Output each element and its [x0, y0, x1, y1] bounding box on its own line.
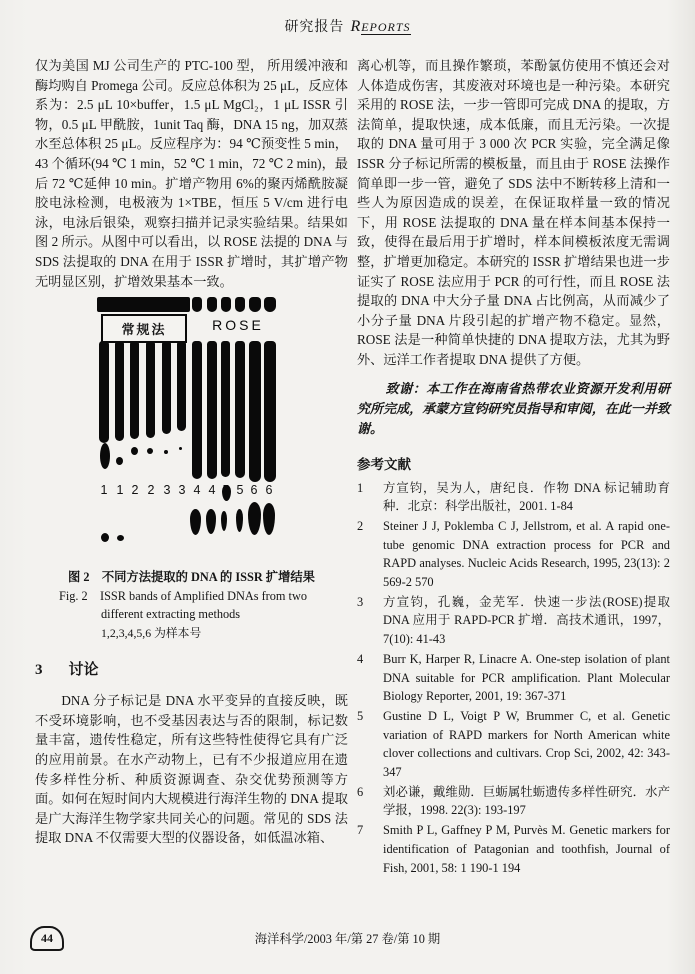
references-heading: 参考文献 — [357, 456, 411, 472]
header-title-zh: 研究报告 — [284, 20, 345, 35]
gel-band — [235, 297, 245, 312]
gel-band — [235, 341, 245, 478]
gel-band — [192, 297, 202, 312]
gel-band — [162, 341, 171, 434]
page-number-badge: 44 — [30, 926, 64, 951]
gel-band — [116, 457, 123, 465]
gel-band — [131, 447, 138, 455]
figure-caption — [35, 568, 348, 642]
gel-lane-number: 1 — [116, 483, 124, 498]
reference-item: 5 Gustine D L, Voigt P W, Brummer C, et al. Genetic variation of RAPD markers for North American white clover collections and cultivars. Crop Sci, 2002, 42: 343-347 — [357, 708, 670, 780]
right-column — [357, 56, 670, 878]
gel-well-bar — [97, 297, 190, 312]
gel-band — [117, 535, 124, 541]
gel-band — [236, 509, 243, 532]
section-heading-discussion — [35, 658, 348, 679]
page-footer — [0, 924, 695, 958]
figure-caption-zh: 图 2 不同方法提取的 DNA 的 ISSR 扩增结果 — [68, 570, 315, 585]
gel-image — [97, 297, 287, 560]
gel-band — [190, 509, 201, 535]
gel-group-label-rose: ROSE — [212, 317, 264, 334]
page-header — [0, 16, 695, 36]
gel-band — [248, 502, 261, 535]
section-title: 讨论 — [68, 662, 99, 679]
gel-lane-number: 6 — [265, 483, 273, 498]
gel-band — [99, 341, 109, 443]
gel-lane-number: 5 — [236, 483, 244, 498]
journal-line: 海洋科学/2003 年/第 27 卷/第 10 期 — [254, 932, 441, 946]
gel-group-label-conventional: 常规法 — [101, 314, 187, 343]
gel-band — [130, 341, 139, 439]
acknowledgement: 致谢：本工作在海南省热带农业资源开发利用研究所完成，承蒙方宣钧研究员指导和审阅，在此一并致谢。 — [357, 380, 670, 436]
gel-lane-number: 3 — [178, 483, 186, 498]
reference-item: 7 Smith P L, Gaffney P M, Purvès M. Genetic markers for identification of Patagonian and toothfish, Journal of Fish, 2001, 58: 1 190-1 194 — [357, 823, 670, 875]
gel-lane-number: 1 — [100, 483, 108, 498]
header-title-en-initial: R — [350, 18, 362, 35]
gel-lane-number: 2 — [131, 483, 139, 498]
figure-caption-en: Fig. 2 ISSR bands of Amplified DNAs from two different extracting methods — [59, 588, 307, 622]
gel-band — [249, 297, 261, 312]
gel-band — [263, 503, 275, 535]
gel-band — [179, 447, 182, 450]
gel-band — [221, 341, 230, 477]
reference-item: 2 Steiner J J, Poklemba C J, Jellstrom, et al. A rapid one-tube genomic DNA extraction process for PCR and RAPD analyses. Nucleic Acids Research, 1995, 23(13): 2 569-2 570 — [357, 518, 670, 590]
gel-band — [264, 297, 276, 312]
header-title-en-rest: EPORTS — [361, 20, 411, 34]
gel-band — [164, 450, 168, 454]
gel-band — [221, 297, 231, 312]
reference-item: 3 方宣钧，孔巍，金芜军．快速一步法(ROSE)提取 DNA 应用于 RAPD-PCR 扩增．高技术通讯，1997，7(10): 41-43 — [357, 594, 670, 647]
gel-band — [146, 341, 155, 438]
gel-band — [177, 341, 186, 431]
reference-item: 4 Burr K, Harper R, Linacre A. One-step isolation of plant DNA suitable for PCR amplification. Plant Molecular Biology Reporter, 2001, 19: 367-371 — [357, 651, 670, 704]
gel-band — [147, 448, 153, 454]
gel-lane-numbers — [97, 483, 287, 499]
right-paragraph-discussion: 离心机等，而且操作繁琐，苯酚氯仿使用不慎还会对人体造成伤害，其废液对环境也是一种污染。本研究采用的 ROSE 法，一步一管即可完成 DNA 的提取，方法简单，提取快速，成本低廉，而且无污染。一次提取的 DNA 量可用于 3 000 次 PCR 实验，完全满足像 ISSR 分子标记所需的模板量，而且由于 ROSE 法操作简单即一步一管，避免了 SDS 法中不断转移上清和一些人为原因造成的误差，在保证取样量一致的情况下，用 ROSE 法提取的 DNA 量在样本间基本保持一致，使得在最后用于扩增时，样本间模板浓度无需调整，扩增更加稳定。本研究的 ISSR 扩增结果也进一步证实了 ROSE 法应用于 PCR 的可行性，而且 ROSE 法提取的 DNA 中大分子量 DNA 占比例高，从而减少了小分子量 DNA 片段引起的扩增产物不稳定。显然，ROSE 法是一种简单快捷的 DNA 提取方法，尤其为野外、远洋工作者提取 DNA 提供了方便。 — [357, 58, 670, 367]
left-paragraph-methods: 仅为美国 MJ 公司生产的 PTC-100 型， 所用缓冲液和酶均购自 Promega 公司。反应总体积为 25 μL，反应体系为：2.5 μL 10×buffer，1.5 μL MgCl₂，1 μL ISSR 引物，0.5 μL 甲酰胺，1unit Taq 酶，DNA 15 ng，加双蒸水至总体积 25 μL。反应程序为：94 ℃预变性 5 min，43 个循环(94 ℃ 1 min，52 ℃ 1 min，72 ℃ 2 min)，最后 72 ℃延伸 10 min。扩增产物用 6%的聚丙烯酰胺凝胶电泳检测，电极液为 1×TBE，恒压 5 V/cm 进行电泳，电泳后银染，观察扫描并记录实验结果。结果如图 2 所示。从图中可以看出，以 ROSE 法提的 DNA 与 SDS 法提取的 DNA 在用于 ISSR 扩增时，其扩增产物无明显区别，扩增效果基本一致。 — [35, 58, 348, 289]
section-number: 3 — [35, 662, 43, 679]
gel-lane-number: 6 — [250, 483, 258, 498]
gel-band — [264, 341, 276, 482]
gel-band — [207, 297, 217, 312]
gel-lane-number: 2 — [147, 483, 155, 498]
left-column — [35, 56, 348, 848]
left-paragraph-discussion: DNA 分子标记是 DNA 水平变异的直接反映，既不受环境影响，也不受基因表达与否的限制，标记数量丰富，遗传性稳定，所有这些特性使得它具有广泛的应用前景。在水产动物上，已有不少报道应用在遗传多样性分析、种质资源调查、杂交优势预测等方面。如何在短时间内大规模进行海洋生物的 DNA 提取是广大海洋生物学家共同关心的问题。常见的 SDS 法提取 DNA 不仅需要大型的仪器设备，如低温冰箱、 — [35, 693, 348, 846]
gel-lane-number: 4 — [193, 483, 201, 498]
gel-band — [221, 511, 227, 531]
gel-band — [192, 341, 202, 479]
gel-band — [101, 533, 109, 542]
gel-band — [249, 341, 261, 482]
gel-band — [206, 509, 216, 534]
figure-caption-note: 1,2,3,4,5,6 为样本号 — [101, 625, 202, 640]
reference-item: 1 方宣钧，吴为人，唐纪良．作物 DNA 标记辅助育种．北京：科学出版社，2001. 1-84 — [357, 480, 670, 514]
gel-band — [207, 341, 217, 479]
gel-lane-number: 3 — [163, 483, 171, 498]
reference-list — [357, 479, 670, 878]
gel-band — [100, 443, 110, 469]
gel-band — [115, 341, 124, 441]
gel-lane-number: 4 — [208, 483, 216, 498]
reference-item: 6 刘必谦，戴维勋．巨蛎属牡蛎遗传多样性研究．水产学报，1998. 22(3): 193-197 — [357, 784, 670, 818]
